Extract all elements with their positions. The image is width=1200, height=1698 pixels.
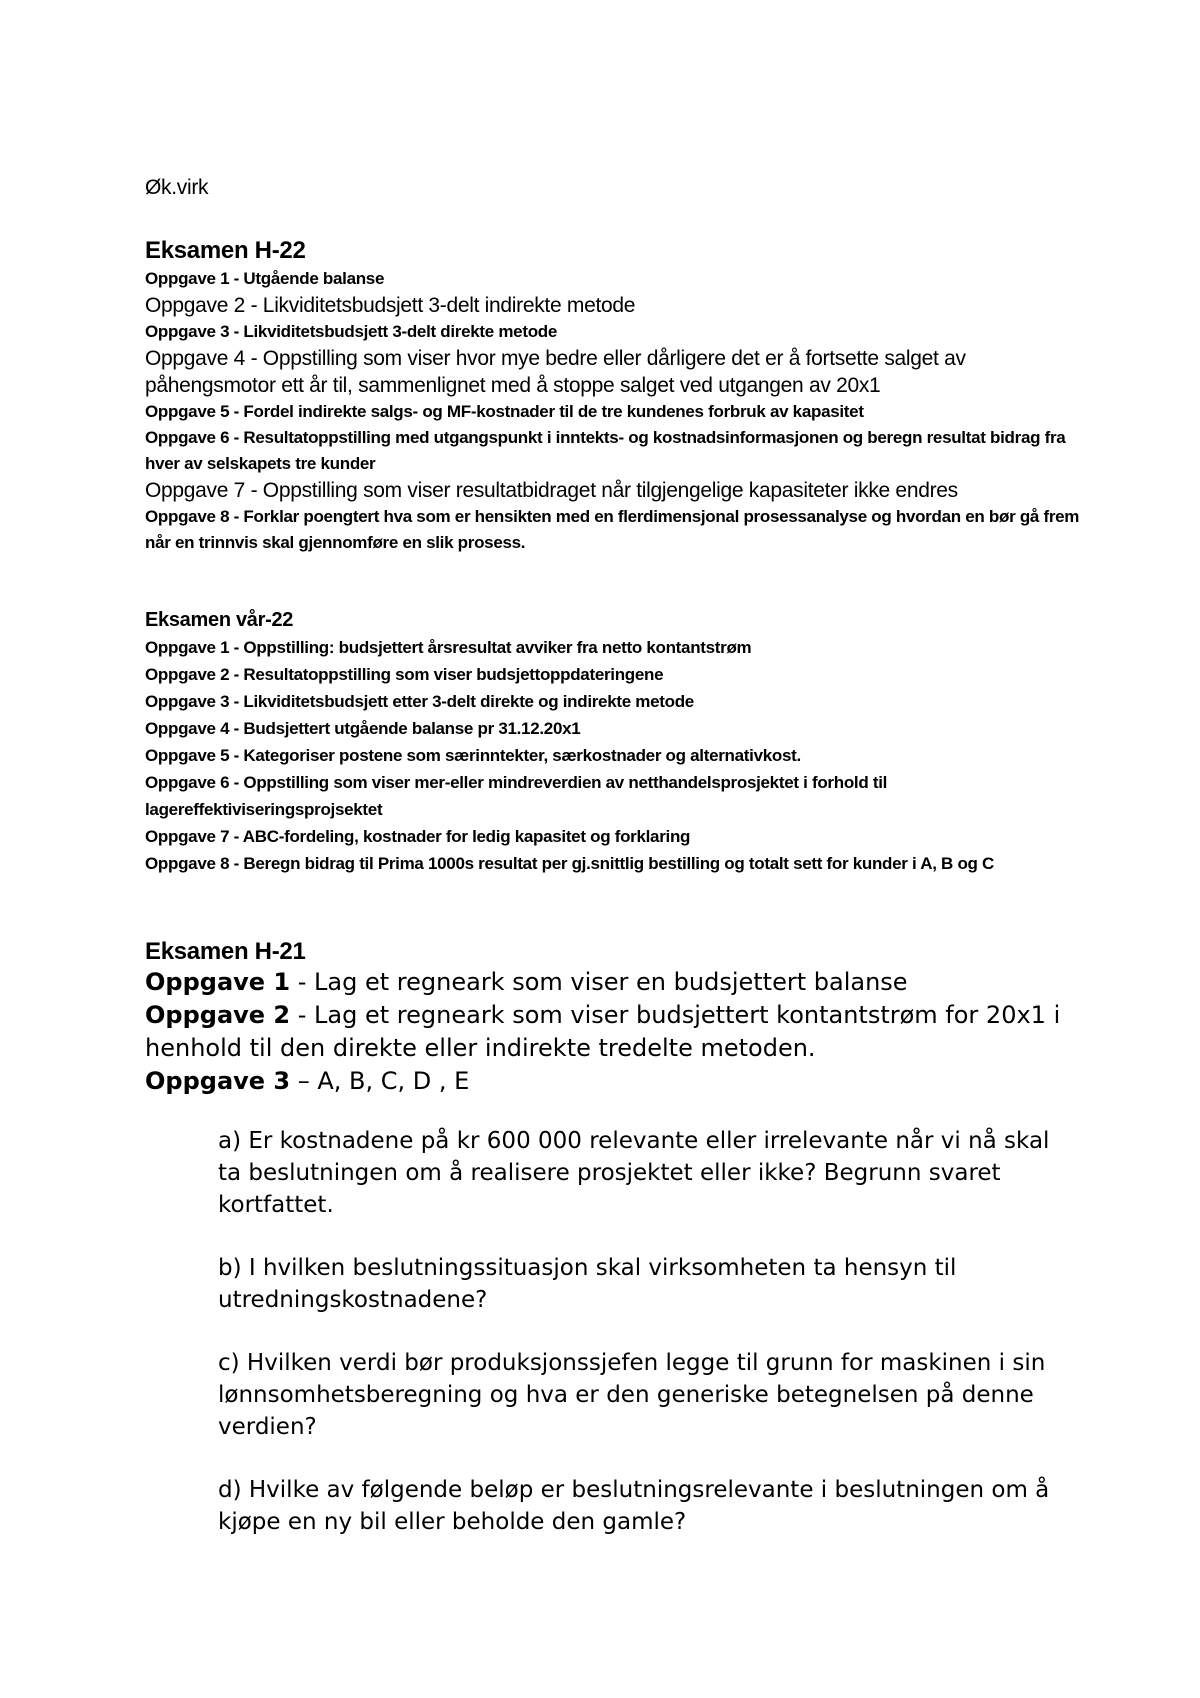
subquestion-a: a) Er kostnadene på kr 600 000 relevante eller irrelevante når vi nå skal ta beslutningen om å realisere prosjektet eller ikke? Begrunn svaret kortfattet. bbox=[218, 1128, 1050, 1218]
v22-task-5: Oppgave 5 - Kategoriser postene som særinntekter, særkostnader og alternativkost. bbox=[145, 746, 801, 765]
section-eksamen-h21 bbox=[145, 938, 1080, 1098]
h21-task-1: Oppgave 1 - Lag et regneark som viser en budsjettert balanse bbox=[145, 968, 908, 996]
h21-task-2: Oppgave 2 - Lag et regneark som viser budsjettert kontantstrøm for 20x1 i henhold til den direkte eller indirekte tredelte metoden. bbox=[145, 1001, 1061, 1062]
section-heading: Eksamen H-22 bbox=[145, 237, 306, 264]
section-eksamen-h22 bbox=[145, 236, 1080, 556]
h22-task-2: Oppgave 2 - Likviditetsbudsjett 3-delt indirekte metode bbox=[145, 294, 636, 317]
subquestion-b: b) I hvilken beslutningssituasjon skal virksomheten ta hensyn til utredningskostnadene? bbox=[218, 1255, 957, 1313]
section-heading: Eksamen vår-22 bbox=[145, 609, 294, 631]
v22-task-4: Oppgave 4 - Budsjettert utgående balanse pr 31.12.20x1 bbox=[145, 719, 581, 738]
h22-task-8: Oppgave 8 - Forklar poengtert hva som er hensikten med en flerdimensjonal prosessanalyse og hvordan en bør gå frem når en trinnvis skal gjennomføre en slik prosess. bbox=[145, 507, 1080, 552]
v22-task-6: Oppgave 6 - Oppstilling som viser mer-eller mindreverdien av netthandelsprosjektet i forhold til lagereffektiviseringsprojsektet bbox=[145, 773, 888, 819]
h22-task-5: Oppgave 5 - Fordel indirekte salgs- og MF-kostnader til de tre kundenes forbruk av kapasitet bbox=[145, 402, 864, 421]
subquestion-d: d) Hvilke av følgende beløp er beslutningsrelevante i beslutningen om å kjøpe en ny bil eller beholde den gamle? bbox=[218, 1477, 1050, 1535]
h22-task-1: Oppgave 1 - Utgående balanse bbox=[145, 269, 385, 288]
v22-task-3: Oppgave 3 - Likviditetsbudsjett etter 3-delt direkte og indirekte metode bbox=[145, 692, 694, 711]
section-heading: Eksamen H-21 bbox=[145, 938, 306, 965]
document-title: Øk.virk bbox=[145, 176, 209, 199]
h21-task-3: Oppgave 3 – A, B, C, D , E bbox=[145, 1067, 470, 1095]
v22-task-8: Oppgave 8 - Beregn bidrag til Prima 1000s resultat per gj.snittlig bestilling og totalt sett for kunder i A, B og C bbox=[145, 854, 995, 873]
h22-task-4: Oppgave 4 - Oppstilling som viser hvor mye bedre eller dårligere det er å fortsette salget av påhengsmotor ett år til, sammenlignet med å stoppe salget ved utgangen av 20x1 bbox=[145, 347, 966, 397]
v22-task-7: Oppgave 7 - ABC-fordeling, kostnader for ledig kapasitet og forklaring bbox=[145, 827, 691, 846]
h22-task-6: Oppgave 6 - Resultatoppstilling med utgangspunkt i inntekts- og kostnadsinformasjonen og beregn resultat bidrag fra hver av selskapets tre kunder bbox=[145, 428, 1066, 473]
v22-task-1: Oppgave 1 - Oppstilling: budsjettert årsresultat avviker fra netto kontantstrøm bbox=[145, 638, 752, 657]
h22-task-7: Oppgave 7 - Oppstilling som viser resultatbidraget når tilgjengelige kapasiteter ikke endres bbox=[145, 479, 958, 502]
subquestion-c: c) Hvilken verdi bør produksjonssjefen legge til grunn for maskinen i sin lønnsomhetsberegning og hva er den generiske betegnelsen på denne verdien? bbox=[218, 1350, 1046, 1440]
section-eksamen-var22 bbox=[145, 606, 1080, 877]
h22-task-3: Oppgave 3 - Likviditetsbudsjett 3-delt direkte metode bbox=[145, 322, 558, 341]
v22-task-2: Oppgave 2 - Resultatoppstilling som viser budsjettoppdateringene bbox=[145, 665, 664, 684]
h21-task-3-subquestions bbox=[218, 1125, 1078, 1569]
